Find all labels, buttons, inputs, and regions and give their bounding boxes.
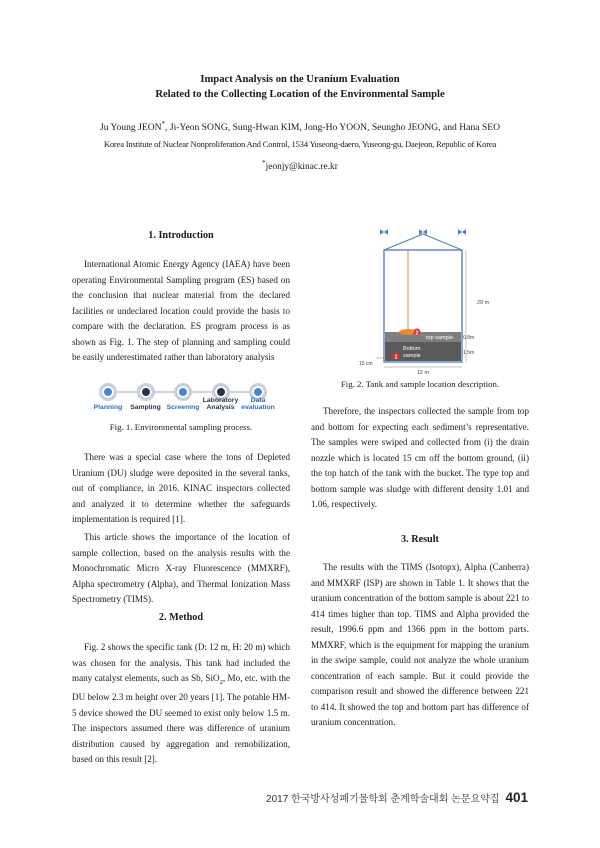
corresponding-email <box>30 159 570 172</box>
process-step-label: Data evaluation <box>241 397 275 411</box>
nozzle-height-label: 15 cm <box>359 361 373 367</box>
author-first: Ju Young JEON <box>99 122 162 134</box>
process-step-label: Screening <box>166 404 200 411</box>
method-text-a: Fig. 2 shows the specific tank (D: 12 m, H: 20 m) which was chosen for the analysis. This tank had included the many catalyst elements, such as Sb, SiO <box>72 642 290 683</box>
title-line-2: Related to the Collecting Location of the Environmental Sample <box>155 89 445 100</box>
height-label: 20 m <box>477 300 490 306</box>
process-step-node-icon <box>99 383 117 401</box>
method-text-b: , Mo, etc. with the DU below 2.3 m height over 20 years [1]. The potable HM-5 device showed the DU seemed to exist only below 1.5 m. The inspectors assumed there was difference of uranium distribution caused by aggregation and remobilization, based on this result [2]. <box>72 673 290 765</box>
process-step-node-icon <box>174 383 192 401</box>
marker-2-label: 2 <box>415 330 419 337</box>
figure2-tank-diagram <box>356 228 506 388</box>
heading-result: 3. Result <box>401 534 439 545</box>
page-footer <box>266 790 528 805</box>
figure2-caption: Fig. 2. Tank and sample location description. <box>340 379 500 389</box>
author-list <box>30 118 570 134</box>
bottom-sample-label-1: Bottom <box>403 346 421 352</box>
method-paragraph-1 <box>72 640 290 768</box>
heading-method: 2. Method <box>158 612 204 623</box>
process-step-label: Laboratory Analysis <box>202 397 239 411</box>
method-paragraph-2: Therefore, the inspectors collected the sample from top and bottom for expecting each sediment’s representative. The samples were swiped and collected from (i) the drain nozzle which is located 15 cm off the bottom ground, (ii) the top hatch of the tank with the bucket. The type top and bottom sample was sludge with different density 1.01 and 1.06, respectively. <box>311 406 529 509</box>
tank-roof <box>384 234 462 250</box>
author-asterisk: * <box>161 120 166 128</box>
top-sample-label: top sample <box>426 335 453 341</box>
process-step-label: Planning <box>93 404 123 411</box>
author-rest: , Ji-Yeon SONG, Sung-Hwan KIM, Jong-Ho YOON, Seungho JEONG, and Hana SEO <box>165 122 501 134</box>
email-asterisk: * <box>262 159 266 167</box>
process-step-node-icon <box>137 383 155 401</box>
bottom-sample-label-2: sample <box>403 353 421 359</box>
figure1-caption: Fig. 1. Environmental sampling process. <box>109 422 253 432</box>
figure1-process-diagram <box>93 380 275 420</box>
intro-paragraph-2: There was a special case where the tons of Depleted Uranium (DU) sludge were deposited in the several tanks, out of compliance, in 2016. KINAC inspectors collected and analyzed it to determine whether the safeguards implementation is required [1]. <box>72 452 290 524</box>
affiliation: Korea Institute of Nuclear Nonproliferation And Control, 1534 Yuseong-daero, Yuseong-gu, Daejeon, Republic of Korea <box>103 139 497 149</box>
width-label: 12 m <box>416 370 430 376</box>
marker-1-label: 1 <box>394 354 398 361</box>
process-step-label: Sampling <box>130 404 161 411</box>
result-paragraph-1: The results with the TIMS (Isotopx), Alpha (Canberra) and MMXRF (ISP) are shown in Table 1. It shows that the uranium concentration of the bottom sample is about 221 to 414 times higher than top. TIMS and Alpha provided the result, 1996.6 ppm and 1366 ppm in the bottom parts. MMXRF, which is the equipment for mapping the uranium in the swipe sample, could not analyze the whole uranium concentration of each sample. But it could provide the comparison result and showed the difference between 221 to 414. It showed the top and bottom part has difference of uranium concentration. <box>311 562 529 727</box>
paper-title <box>40 72 560 102</box>
title-line-1: Impact Analysis on the Uranium Evaluation <box>200 74 400 85</box>
intro-paragraph-3: This article shows the importance of the location of sample collection, based on the analysis results with the Monochromatic Micro X-ray Fluorescence (MMXRF), Alpha spectrometry (Alpha), and Thermal Ionization Mass Spectrometry (TIMS). <box>72 532 290 604</box>
method-subscript: 2 <box>219 678 223 686</box>
journal-name: 2017 한국방사성폐기물학회 춘계학술대회 논문요약집 <box>266 794 500 805</box>
intro-paragraph-1: International Atomic Energy Agency (IAEA) have been operating Environmental Sampling program (ES) based on the conclusion that nuclear material from the declared facilities or undeclared location could provide the basis to compare with the declaration. ES program process is as shown as Fig. 1. The step of planning and sampling could be easily underestimated rather than laboratory analysis <box>72 259 290 362</box>
bottom-layer-height-label: 1.5m <box>463 350 475 356</box>
page-number: 401 <box>505 790 528 805</box>
heading-introduction: 1. Introduction <box>148 230 214 241</box>
top-layer-height-label: 0.8m <box>463 335 475 341</box>
email-text: jeonjy@kinac.re.kr <box>265 162 338 173</box>
